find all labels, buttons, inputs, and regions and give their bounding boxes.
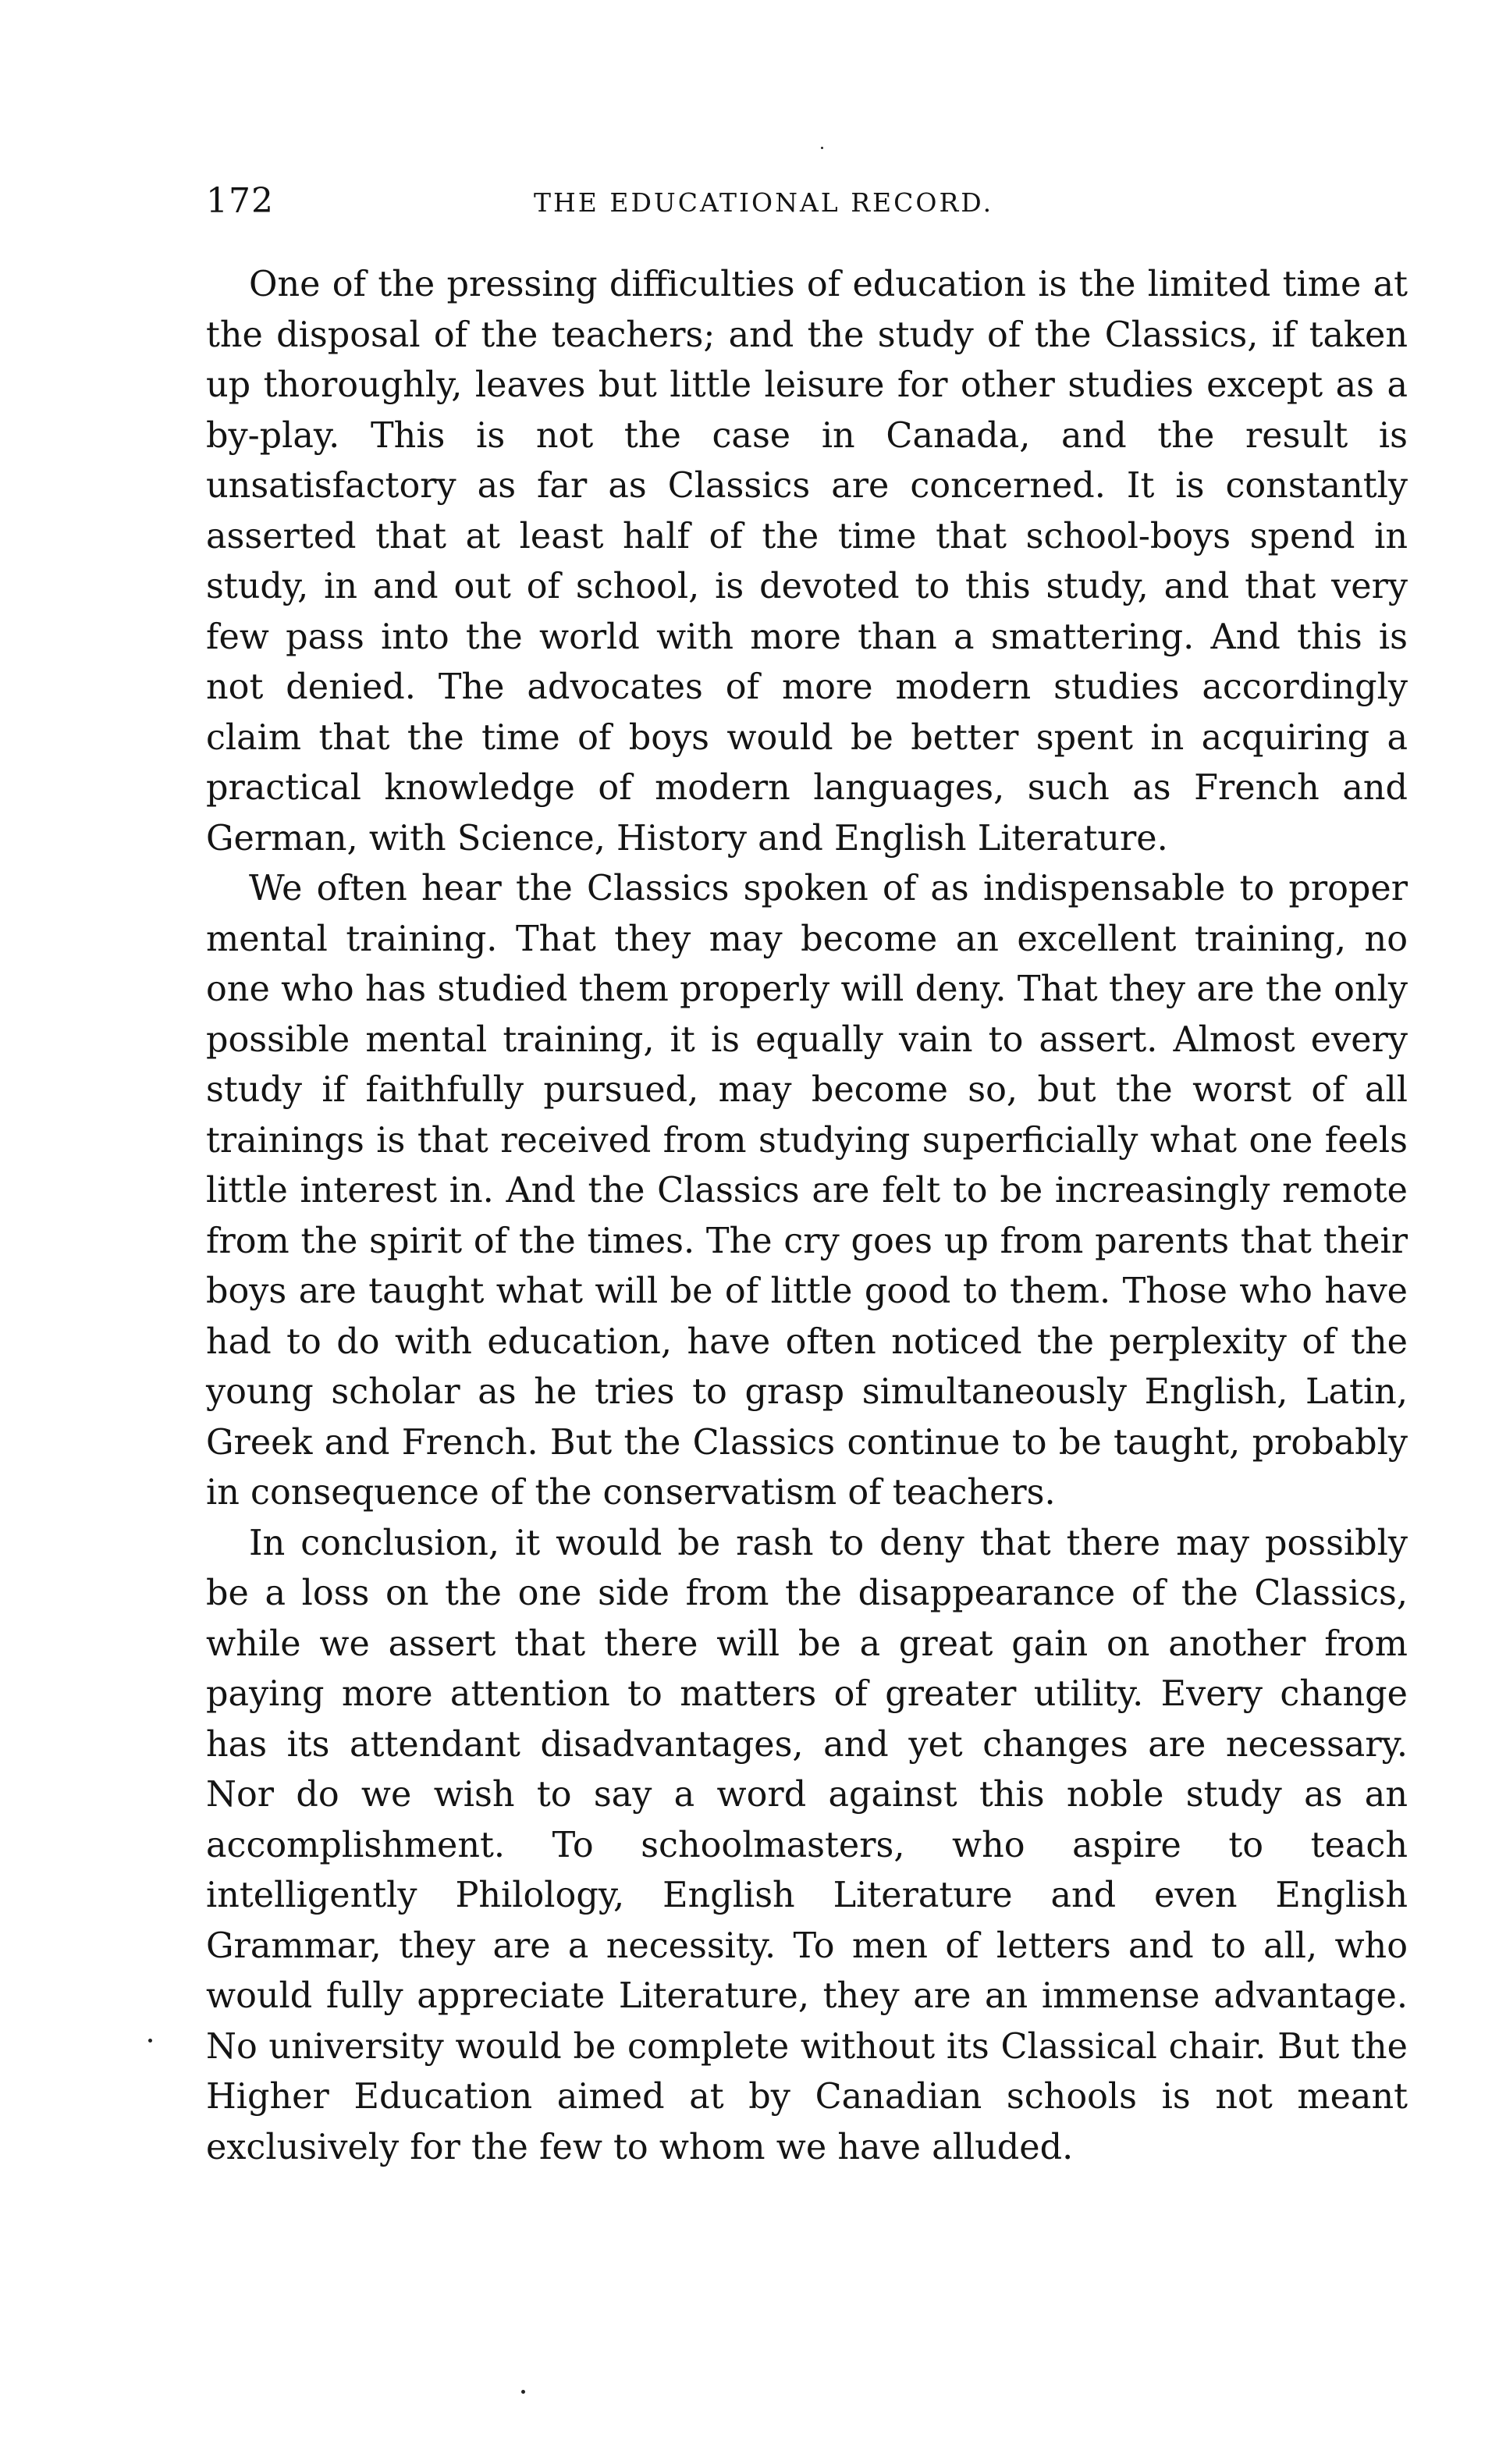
article-body bbox=[206, 260, 1408, 2173]
paragraph-conclusion: In conclusion, it would be rash to deny that there may possibly be a loss on the one side from the disappearance of the Classics, while we assert that there will be a great gain on another from paying more attention to matters of greater utility. Every change has its attendant disadvantages, and yet changes are necessary. Nor do we wish to say a word against this noble study as an accomplishment. To schoolmasters, who aspire to teach intelligently Philology, English Literature and even English Grammar, they are a necessity. To men of letters and to all, who would fully appreciate Literature, they are an immense advantage. No university would be complete without its Classical chair. But the Higher Education aimed at by Canadian schools is not meant exclusively for the few to whom we have alluded. bbox=[206, 1523, 1408, 2167]
scan-speck bbox=[521, 2390, 525, 2394]
journal-title: THE EDUCATIONAL RECORD. bbox=[534, 187, 994, 218]
running-head bbox=[206, 181, 1408, 220]
scan-speck bbox=[821, 147, 823, 149]
paragraph-classics-time: One of the pressing difficulties of education is the limited time at the disposal of the teachers; and the study of the Classics, if taken up thoroughly, leaves but little leisure for other studies except as a by-play. This is not the case in Canada, and the result is unsatisfactory as far as Classics are concerned. It is constantly asserted that at least half of the time that school-boys spend in study, in and out of school, is devoted to this study, and that very few pass into the world with more than a smattering. And this is not denied. The advocates of more modern studies accordingly claim that the time of boys would be better spent in acquiring a practical knowledge of modern languages, such as French and German, with Science, History and English Literature. bbox=[206, 265, 1408, 859]
page-number: 172 bbox=[206, 181, 274, 221]
scan-speck bbox=[148, 2039, 152, 2043]
paragraph-mental-training: We often hear the Classics spoken of as indispensable to proper mental training. That they may become an excellent training, no one who has studied them properly will deny. That they are the only possible mental training, it is equally vain to assert. Almost every study if faithfully pursued, may become so, but the worst of all trainings is that received from studying superficially what one feels little interest in. And the Classics are felt to be increasingly remote from the spirit of the times. The cry goes up from parents that their boys are taught what will be of little good to them. Those who have had to do with education, have often noticed the perplexity of the young scholar as he tries to grasp simultaneously English, Latin, Greek and French. But the Classics continue to be taught, probably in consequence of the conservatism of teachers. bbox=[206, 869, 1408, 1513]
